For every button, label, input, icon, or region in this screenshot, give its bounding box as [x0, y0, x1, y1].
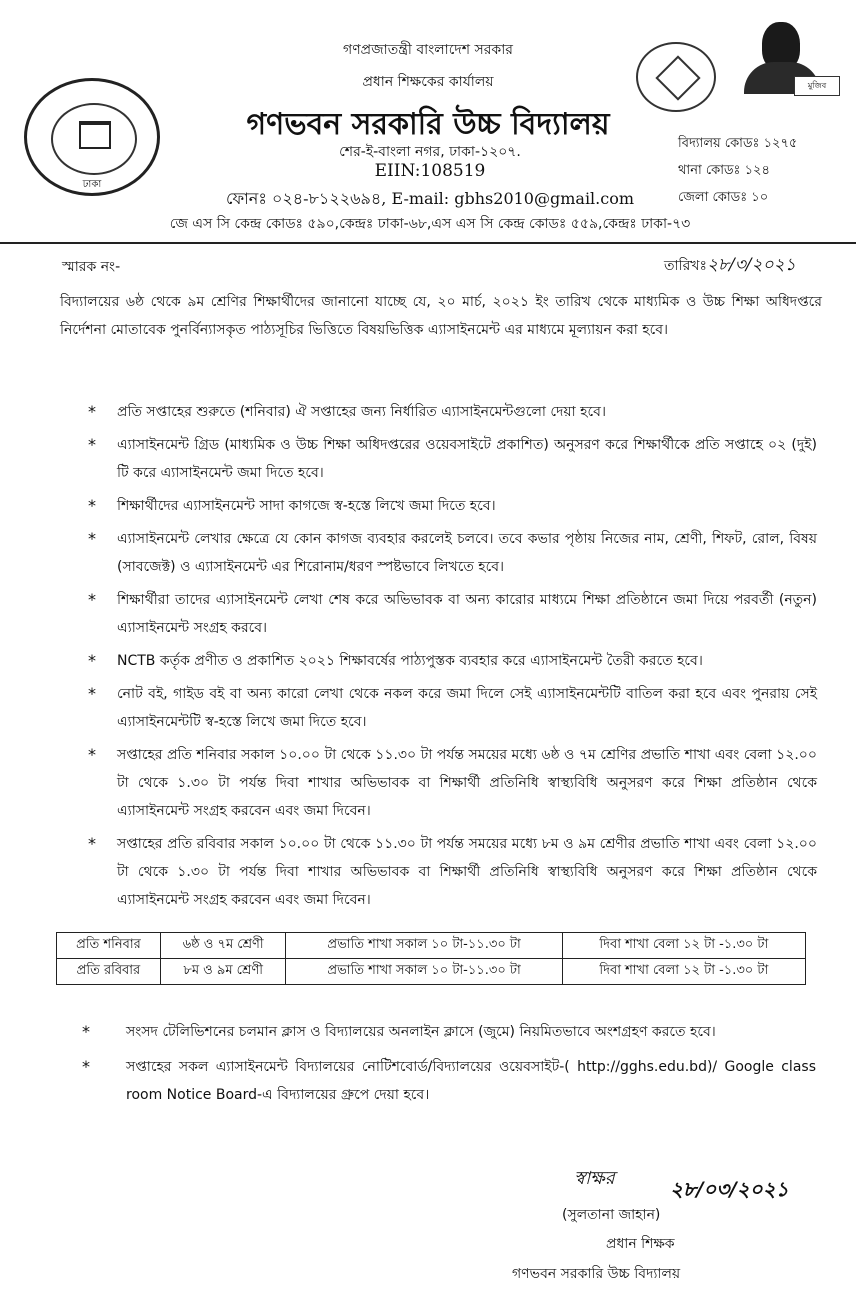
- list-item: [0, 830, 817, 914]
- list-item: [0, 525, 817, 581]
- signatory-name: (সুলতানা জাহান): [562, 1207, 661, 1223]
- list-item-text: নোট বই, গাইড বই বা অন্য কারো লেখা থেকে নকল করে জমা দিলে সেই এ্যাসাইনমেন্টটি বাতিল করা হবে এবং পুনরায় সেই এ্যাসাইনমেন্টটি স্ব-হস্তে লিখে জমা দিতে হবে।: [117, 686, 817, 730]
- thana-code: থানা কোডঃ ১২৪: [678, 163, 770, 178]
- bullet-icon: *: [88, 402, 96, 421]
- contact-line: ফোনঃ ০২৪-৮১২২৬৯৪, E-mail: gbhs2010@gmail.com: [225, 189, 635, 208]
- district-code: জেলা কোডঃ ১০: [678, 190, 769, 205]
- table-cell: প্রভাতি শাখা সকাল ১০ টা-১১.৩০ টা: [286, 959, 562, 985]
- memo-date: [664, 252, 796, 280]
- list-item: [0, 647, 817, 675]
- office-name: প্রধান শিক্ষকের কার্যালয়: [362, 74, 494, 90]
- table-cell: প্রতি রবিবার: [57, 959, 161, 985]
- list-item-text: সপ্তাহের প্রতি শনিবার সকাল ১০.০০ টা থেকে ১১.৩০ টা পর্যন্ত সময়ের মধ্যে ৬ষ্ঠ ও ৭ম শ্রেণির প্রভাতি শাখা এবং বেলা ১২.০০ টা থেকে ১.৩০ টা পর্যন্ত দিবা শাখার অভিভাবক বা শিক্ষার্থী প্রতিনিধি স্বাস্থ্যবিধি অনুসরণ করে শিক্ষা প্রতিষ্ঠান থেকে এ্যাসাইনমেন্ট সংগ্রহ করবেন এবং জমা দিবেন।: [117, 747, 817, 819]
- table-cell: প্রভাতি শাখা সকাল ১০ টা-১১.৩০ টা: [286, 933, 562, 959]
- bullet-icon: *: [82, 1057, 90, 1076]
- signatory-school: গণভবন সরকারি উচ্চ বিদ্যালয়: [512, 1266, 681, 1282]
- instruction-list: [0, 398, 856, 914]
- logo-caption: ঢাকা: [82, 179, 102, 190]
- list-item: [0, 741, 817, 825]
- school-title: গণভবন সরকারি উচ্চ বিদ্যালয়: [246, 107, 610, 142]
- table-row: [57, 933, 806, 959]
- intro-paragraph: বিদ্যালয়ের ৬ষ্ঠ থেকে ৯ম শ্রেণির শিক্ষার্থীদের জানানো যাচ্ছে যে, ২০ মার্চ, ২০২১ ইং তারিখ থেকে মাধ্যমিক ও উচ্চ শিক্ষা অধিদপ্তরে নির্দেশনা মোতাবেক পুনর্বিন্যাসকৃত পাঠ্যসূচির ভিত্তিতে বিষয়ভিত্তিক এ্যাসাইনমেন্ট এর মাধ্যমে মূল্যায়ন করা হবে।: [60, 294, 822, 338]
- date-value: ২৮/৩/২০২১: [706, 255, 796, 275]
- extra-instruction-list: [0, 1018, 856, 1116]
- date-label: তারিখঃ: [664, 258, 707, 274]
- portrait-tag: মুজিব: [794, 76, 840, 96]
- signature-date: ২৮/০৩/২০২১: [670, 1177, 789, 1201]
- table-cell: দিবা শাখা বেলা ১২ টা -১.৩০ টা: [562, 959, 805, 985]
- list-item-text: NCTB কর্তৃক প্রণীত ও প্রকাশিত ২০২১ শিক্ষাবর্ষের পাঠ্যপুস্তক ব্যবহার করে এ্যাসাইনমেন্ট তৈরী করতে হবে।: [117, 653, 703, 669]
- school-code: বিদ্যালয় কোডঃ ১২৭৫: [678, 136, 798, 151]
- memo-number: স্মারক নং-: [62, 259, 121, 275]
- school-address: শের-ই-বাংলা নগর, ঢাকা-১২০৭.: [339, 144, 521, 160]
- list-item: [0, 398, 817, 426]
- bullet-icon: *: [88, 745, 96, 764]
- table-cell: ৮ম ও ৯ম শ্রেণী: [160, 959, 286, 985]
- bullet-icon: *: [88, 834, 96, 853]
- list-item: [0, 1018, 816, 1046]
- list-item-text: এ্যাসাইনমেন্ট গ্রিড (মাধ্যমিক ও উচ্চ শিক্ষা অধিদপ্তরের ওয়েবসাইটে প্রকাশিত) অনুসরণ করে শিক্ষার্থীকে প্রতি সপ্তাহে ০২ (দুই) টি করে এ্যাসাইনমেন্ট জমা দিতে হবে।: [117, 437, 817, 481]
- header-divider: [0, 242, 856, 244]
- bullet-icon: *: [88, 651, 96, 670]
- list-item-text: সংসদ টেলিভিশনের চলমান ক্লাস ও বিদ্যালয়ের অনলাইন ক্লাসে (জুমে) নিয়মিতভাবে অংশগ্রহণ করতে হবে।: [126, 1024, 716, 1040]
- bullet-icon: *: [88, 529, 96, 548]
- table-cell: ৬ষ্ঠ ও ৭ম শ্রেণী: [160, 933, 286, 959]
- list-item-text: শিক্ষার্থীরা তাদের এ্যাসাইনমেন্ট লেখা শেষ করে অভিভাবক বা অন্য কারোর মাধ্যমে শিক্ষা প্রতিষ্ঠানে জমা দিয়ে পরবর্তী (নতুন) এ্যাসাইনমেন্ট সংগ্রহ করবে।: [117, 592, 817, 636]
- bullet-icon: *: [88, 496, 96, 515]
- government-name: গণপ্রজাতন্ত্রী বাংলাদেশ সরকার: [343, 42, 513, 58]
- school-codes: [678, 130, 797, 211]
- schedule-table: [56, 932, 806, 985]
- table-cell: প্রতি শনিবার: [57, 933, 161, 959]
- list-item: [0, 431, 817, 487]
- bullet-icon: *: [82, 1022, 90, 1041]
- list-item-text: এ্যাসাইনমেন্ট লেখার ক্ষেত্রে যে কোন কাগজ ব্যবহার করলেই চলবে। তবে কভার পৃষ্ঠায় নিজের নাম, শ্রেণী, শিফট, রোল, বিষয় (সাবজেক্ট) ও এ্যাসাইনমেন্ট এর শিরোনাম/ধরণ স্পষ্টভাবে লিখতে হবে।: [117, 531, 817, 575]
- list-item: [0, 586, 817, 642]
- list-item: [0, 492, 817, 520]
- eiin-number: EIIN:108519: [374, 161, 486, 181]
- signatory-role: প্রধান শিক্ষক: [606, 1236, 675, 1252]
- list-item-text: সপ্তাহের প্রতি রবিবার সকাল ১০.০০ টা থেকে ১১.৩০ টা পর্যন্ত সময়ের মধ্যে ৮ম ও ৯ম শ্রেণীর প্রভাতি শাখা এবং বেলা ১২.০০ টা থেকে ১.৩০ টা পর্যন্ত দিবা শাখার অভিভাবক বা শিক্ষার্থী প্রতিনিধি স্বাস্থ্যবিধি অনুসরণ করে শিক্ষা প্রতিষ্ঠান থেকে এ্যাসাইনমেন্ট সংগ্রহ করবেন এবং জমা দিবেন।: [117, 836, 817, 908]
- list-item: [0, 680, 817, 736]
- list-item-text: শিক্ষার্থীদের এ্যাসাইনমেন্ট সাদা কাগজে স্ব-হস্তে লিখে জমা দিতে হবে।: [117, 498, 496, 514]
- exam-centers: জে এস সি কেন্দ্র কোডঃ ৫৯০,কেন্দ্রঃ ঢাকা-৬৮,এস এস সি কেন্দ্র কোডঃ ৫৫৯,কেন্দ্রঃ ঢাকা-৭৩: [169, 216, 691, 232]
- table-cell: দিবা শাখা বেলা ১২ টা -১.৩০ টা: [562, 933, 805, 959]
- list-item-text: সপ্তাহের সকল এ্যাসাইনমেন্ট বিদ্যালয়ের নোটিশবোর্ড/বিদ্যালয়ের ওয়েবসাইট-( http://gghs.edu.bd)/ Google class room Notice Board-এ বিদ্যালয়ের গ্রুপে দেয়া হবে।: [126, 1059, 816, 1103]
- list-item-text: প্রতি সপ্তাহের শুরুতে (শনিবার) ঐ সপ্তাহের জন্য নির্ধারিত এ্যাসাইনমেন্টগুলো দেয়া হবে।: [117, 404, 606, 420]
- bullet-icon: *: [88, 684, 96, 703]
- bullet-icon: *: [88, 435, 96, 454]
- bullet-icon: *: [88, 590, 96, 609]
- signature-scribble: স্বাক্ষর: [574, 1168, 615, 1189]
- table-row: [57, 959, 806, 985]
- list-item: [0, 1053, 816, 1109]
